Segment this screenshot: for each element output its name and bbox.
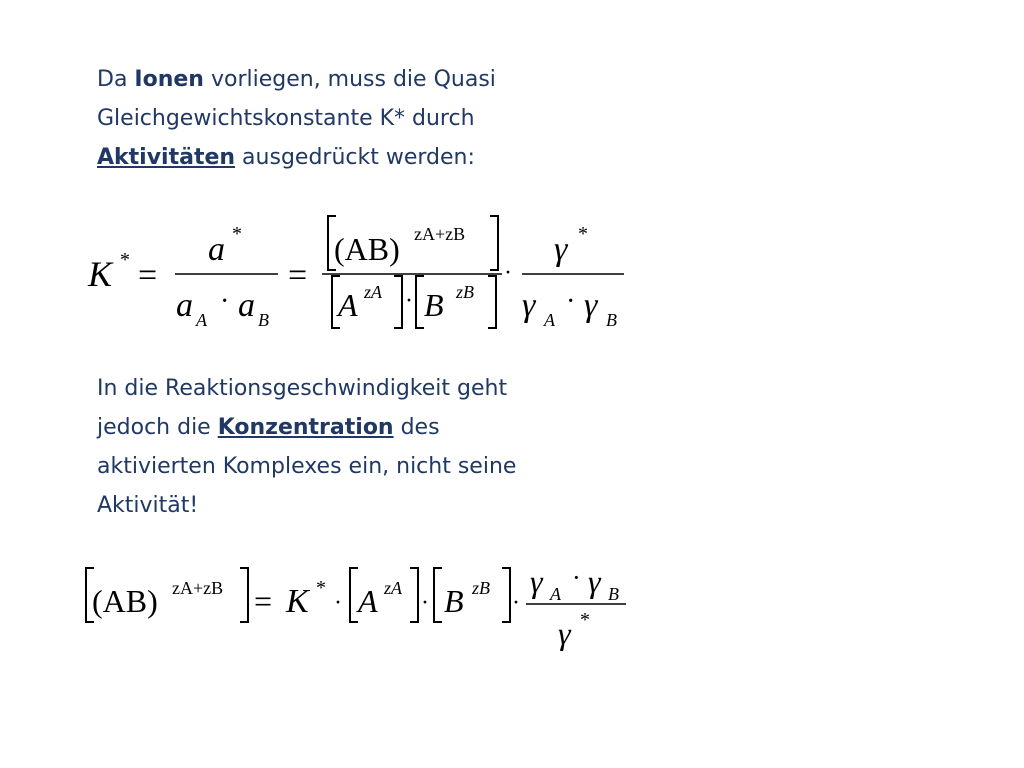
eq1-equals-2: =	[288, 257, 308, 294]
eq1-AB: (AB)	[334, 231, 400, 267]
eq1-K: K	[88, 254, 113, 294]
eq1-gamma-star-gamma: γ	[554, 231, 568, 268]
equation-2	[86, 563, 626, 651]
text: vorliegen, muss die Quasi	[203, 67, 496, 92]
eq1-A: A	[338, 287, 358, 323]
eq2-AB-exponent: zA+zB	[172, 578, 224, 598]
eq2-bracket-open-B	[434, 568, 442, 622]
eq1-aB-sub: B	[258, 310, 269, 330]
eq2-equals: =	[254, 583, 273, 619]
eq2-dot-2: ·	[421, 590, 429, 616]
eq2-gammaA-gamma: γ	[530, 563, 543, 599]
eq2-A-exponent: zA	[384, 578, 402, 598]
eq1-gamma-star-star: *	[578, 223, 588, 245]
eq1-a-star-a: a	[208, 231, 225, 268]
eq2-B: B	[444, 583, 464, 619]
eq2-bracket-open-A	[350, 568, 358, 622]
eq1-a-star-star: *	[232, 223, 242, 245]
eq1-gammaA-gamma: γ	[522, 287, 536, 324]
text: ausgedrückt werden:	[235, 145, 475, 170]
explanation-paragraph	[97, 369, 516, 525]
eq2-B-exponent: zB	[472, 578, 490, 598]
eq2-bracket-close-B	[502, 568, 510, 622]
eq1-B-exponent: zB	[456, 282, 474, 302]
eq2-gammaA-sub: A	[550, 584, 561, 604]
eq1-aA-sub: A	[196, 310, 207, 330]
eq1-B: B	[424, 287, 444, 323]
eq2-K: K	[286, 583, 309, 620]
eq2-bracket-close-A	[410, 568, 418, 622]
eq1-dot-4: ·	[566, 286, 576, 317]
eq1-dot-2: ·	[405, 288, 413, 314]
eq2-K-star: *	[316, 577, 326, 599]
eq1-dot-1: ·	[220, 286, 230, 317]
eq2-A: A	[358, 583, 378, 619]
eq2-dot-1: ·	[334, 590, 342, 616]
eq1-bracket-close-A	[394, 276, 402, 328]
eq1-gammaB-sub: B	[606, 310, 617, 330]
intro-line-2: Gleichgewichtskonstante K* durch	[97, 106, 475, 131]
explanation-line-4: Aktivität!	[97, 493, 199, 518]
eq1-aA-a: a	[176, 287, 193, 324]
eq1-bracket-close-num	[490, 216, 498, 270]
text: des	[393, 415, 440, 440]
eq1-gammaA-sub: A	[544, 310, 555, 330]
explanation-line-2	[97, 408, 516, 447]
eq2-dot-3: ·	[512, 590, 520, 616]
explanation-line-3: aktivierten Komplexes ein, nicht seine	[97, 454, 517, 479]
eq1-AB-exponent: zA+zB	[414, 224, 466, 244]
explanation-line-1: In die Reaktionsgeschwindigkeit geht	[97, 376, 508, 401]
text: jedoch die	[97, 415, 218, 440]
equation-1	[87, 216, 624, 330]
eq1-aB-a: a	[238, 287, 255, 324]
eq2-gamma-star-gamma: γ	[558, 615, 571, 651]
eq2-AB: (AB)	[92, 583, 158, 619]
eq2-gamma-star-star: *	[580, 609, 590, 631]
konzentration-underlined: Konzentration	[217, 415, 394, 440]
text: Da	[97, 67, 135, 92]
ionen-bold: Ionen	[134, 67, 204, 92]
eq1-equals-1: =	[138, 257, 158, 294]
eq1-A-exponent: zA	[364, 282, 382, 302]
aktivitaeten-underlined: Aktivitäten	[97, 145, 236, 170]
eq2-gammaB-gamma: γ	[588, 563, 601, 599]
eq1-bracket-open-B	[416, 276, 424, 328]
eq2-gammaB-sub: B	[608, 584, 619, 604]
eq2-dot-4: ·	[572, 563, 581, 592]
eq1-bracket-close-B	[488, 276, 496, 328]
eq1-gammaB-gamma: γ	[584, 287, 598, 324]
eq1-K-star: *	[120, 249, 130, 271]
eq2-bracket-close-AB	[240, 568, 248, 622]
eq1-dot-3: ·	[504, 260, 512, 286]
